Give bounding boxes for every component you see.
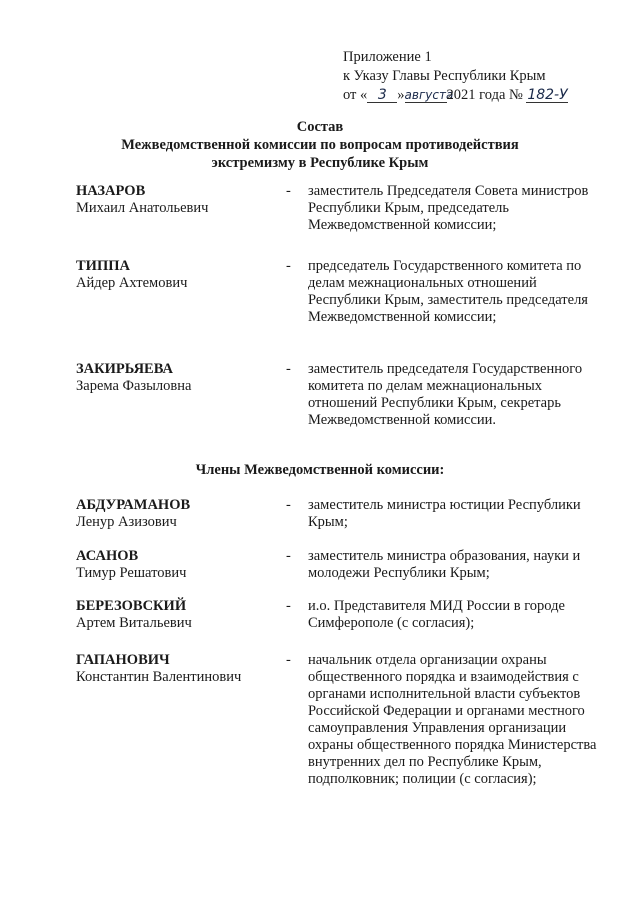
members-heading: Члены Межведомственной комиссии:	[195, 462, 445, 478]
member-dash: -	[286, 497, 291, 513]
member-dash: -	[286, 183, 291, 199]
handwritten-month: августа	[404, 88, 454, 102]
title-line-1: Состав	[296, 119, 344, 135]
member-surname: ГАПАНОВИЧ	[76, 652, 170, 668]
member-dash: -	[286, 258, 291, 274]
member-given-name: Константин Валентинович	[76, 669, 242, 685]
member-surname: АБДУРАМАНОВ	[76, 497, 191, 513]
member-surname: АСАНОВ	[76, 548, 139, 564]
member-role: председатель Государственного комитета по делам межнациональных отношений Республики Крым, заместитель председателя Межведомственной комиссии;	[308, 258, 588, 325]
title-line-2: Межведомственной комиссии по вопросам противодействия	[121, 137, 519, 153]
member-role: заместитель Председателя Совета министров Республики Крым, председатель Межведомственной комиссии;	[308, 183, 589, 233]
handwritten-number: 182-У	[527, 87, 568, 103]
member-surname: НАЗАРОВ	[76, 183, 146, 199]
member-given-name: Айдер Ахтемович	[76, 275, 188, 291]
member-dash: -	[286, 598, 291, 614]
member-given-name: Артем Витальевич	[76, 615, 192, 631]
member-given-name: Тимур Решатович	[76, 565, 187, 581]
member-role: начальник отдела организации охраны общественного порядка и взаимодействия с органами исполнительной власти субъектов Российской Федерации и органами местного самоуправления Управления организации охраны общественного порядка Министерства внутренних дел по Республике Крым, подполковник; полиции (с согласия);	[308, 652, 597, 787]
member-role: заместитель министра юстиции Республики Крым;	[308, 497, 581, 530]
member-given-name: Михаил Анатольевич	[76, 200, 209, 216]
member-role: и.о. Представителя МИД России в городе Симферополе (с согласия);	[308, 598, 565, 631]
member-given-name: Зарема Фазыловна	[76, 378, 192, 394]
number-label: №	[509, 87, 523, 103]
handwritten-day: 3	[367, 88, 397, 103]
date-suffix: 2021 года	[446, 87, 506, 103]
member-dash: -	[286, 361, 291, 377]
member-role: заместитель министра образования, науки и молодежи Республики Крым;	[308, 548, 581, 581]
member-dash: -	[286, 548, 291, 564]
annex-header	[343, 48, 568, 105]
title-line-3: экстремизму в Республике Крым	[211, 155, 429, 171]
member-surname: ТИППА	[76, 258, 130, 274]
member-role: заместитель председателя Государственного комитета по делам межнациональных отношений Республики Крым, секретарь Межведомственной комиссии.	[308, 361, 583, 428]
member-dash: -	[286, 652, 291, 668]
member-surname: ЗАКИРЬЯЕВА	[76, 361, 173, 377]
member-surname: БЕРЕЗОВСКИЙ	[76, 598, 187, 614]
member-given-name: Ленур Азизович	[76, 514, 177, 530]
annex-date-line	[343, 86, 568, 105]
date-mid: »	[397, 87, 405, 103]
date-prefix: от «	[343, 87, 368, 103]
annex-line-1: Приложение 1	[343, 49, 432, 65]
annex-line-2: к Указу Главы Республики Крым	[343, 68, 546, 84]
